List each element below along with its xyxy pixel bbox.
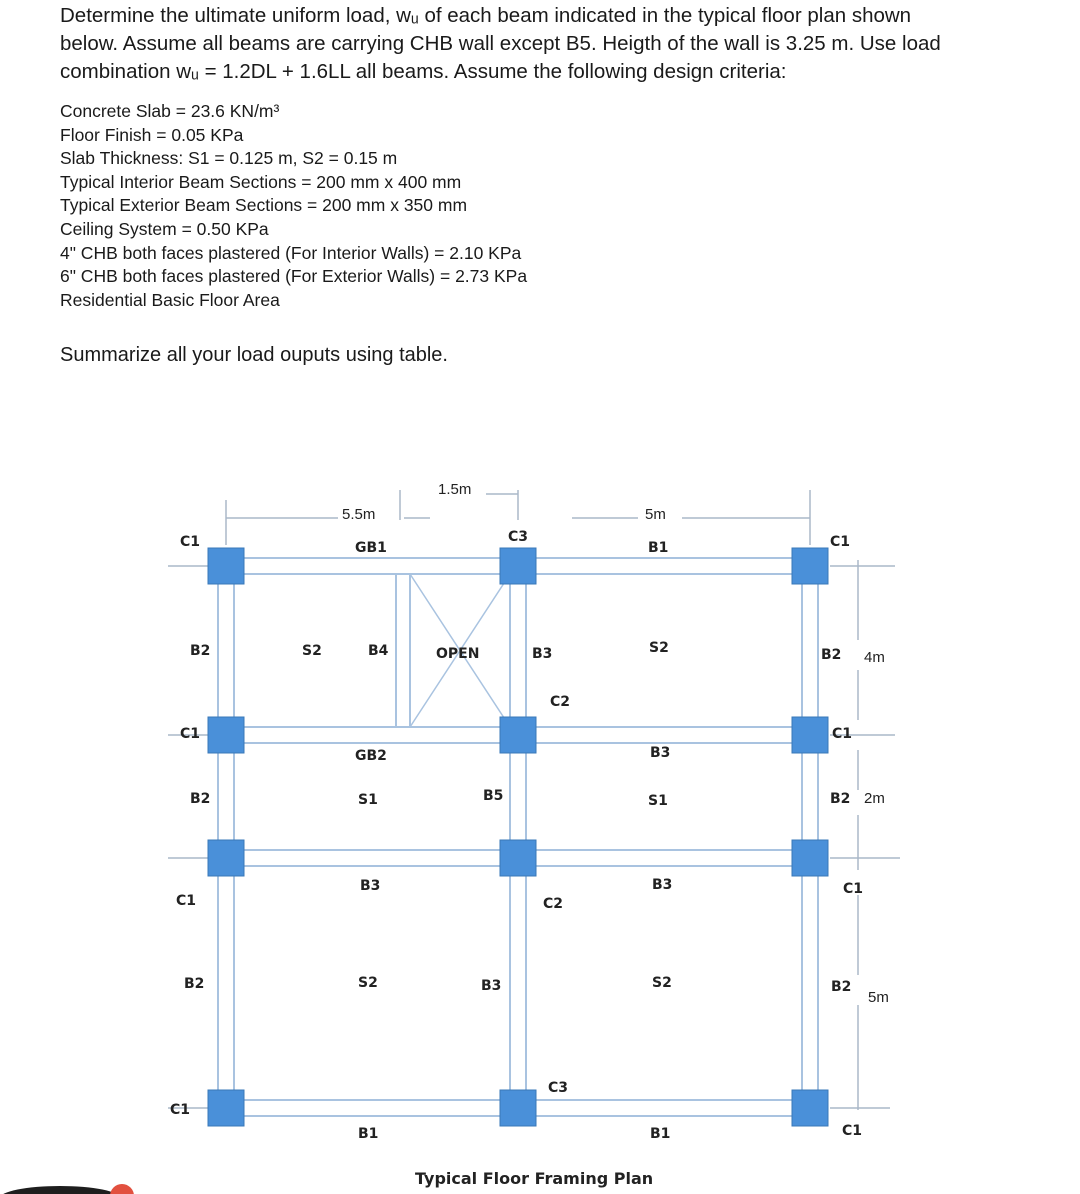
beam-label: B2: [830, 791, 851, 807]
beam-label: GB1: [355, 540, 387, 556]
beam-label: B1: [650, 1126, 671, 1142]
column: [208, 840, 244, 876]
dimension-label: 2m: [864, 790, 885, 807]
dimension-label: 5m: [868, 989, 889, 1006]
slab-label: S2: [302, 643, 322, 659]
column: [792, 840, 828, 876]
column: [208, 717, 244, 753]
dimension-label: 5.5m: [342, 506, 376, 523]
column-label: C1: [842, 1123, 863, 1139]
plan-title: Typical Floor Framing Plan: [415, 1169, 654, 1188]
column-label: C2: [543, 896, 564, 912]
criteria-item: Floor Finish = 0.05 KPa: [60, 124, 244, 145]
column: [500, 1090, 536, 1126]
criteria-item: 6" CHB both faces plastered (For Exterior Walls) = 2.73 KPa: [60, 266, 528, 287]
beam-label: B5: [483, 788, 504, 804]
floor-framing-plan: [0, 440, 1080, 1194]
beam-label: B2: [184, 976, 205, 992]
design-criteria: [60, 100, 760, 312]
dimension-label: 5m: [645, 506, 666, 523]
beam-label: B4: [368, 643, 389, 659]
column: [500, 840, 536, 876]
beam-label: B3: [360, 878, 381, 894]
opening-label: OPEN: [436, 646, 480, 662]
framing-plan-drawing: [0, 440, 1080, 1194]
column-label: C1: [180, 534, 201, 550]
problem-line: below. Assume all beams are carrying CHB wall except B5. Heigth of the wall is 3.25 m. Use load: [60, 32, 941, 55]
column: [500, 548, 536, 584]
beam-label: B2: [831, 979, 852, 995]
criteria-item: Residential Basic Floor Area: [60, 289, 280, 310]
column-label: C3: [548, 1080, 569, 1096]
slab-label: S1: [358, 792, 378, 808]
beam-label: B2: [821, 647, 842, 663]
beam-label: B3: [532, 646, 553, 662]
criteria-item: Typical Exterior Beam Sections = 200 mm x 350 mm: [60, 195, 468, 216]
beam-label: B2: [190, 791, 211, 807]
column: [792, 717, 828, 753]
criteria-item: Slab Thickness: S1 = 0.125 m, S2 = 0.15 m: [60, 148, 398, 169]
criteria-item: Ceiling System = 0.50 KPa: [60, 218, 269, 239]
beam-label: B1: [648, 540, 669, 556]
slab-label: S2: [358, 975, 378, 991]
column-label: C1: [830, 534, 851, 550]
problem-line: combination wᵤ = 1.2DL + 1.6LL all beams. Assume the following design criteria:: [60, 60, 787, 83]
column: [208, 548, 244, 584]
column: [792, 1090, 828, 1126]
column: [208, 1090, 244, 1126]
column-label: C1: [180, 726, 201, 742]
criteria-item: Typical Interior Beam Sections = 200 mm x 400 mm: [60, 171, 462, 192]
column-label: C1: [843, 881, 864, 897]
column-label: C3: [508, 529, 529, 545]
criteria-item: Concrete Slab = 23.6 KN/m³: [60, 101, 280, 121]
problem-line: Determine the ultimate uniform load, wᵤ of each beam indicated in the typical floor plan shown: [60, 4, 912, 27]
column-label: C1: [832, 726, 853, 742]
beam-label: B3: [652, 877, 673, 893]
beam-label: B3: [650, 745, 671, 761]
slab-label: S1: [648, 793, 668, 809]
slab-label: S2: [652, 975, 672, 991]
summary-instruction: Summarize all your load ouputs using table.: [60, 344, 448, 366]
problem-statement: [60, 2, 1020, 86]
column-label: C1: [170, 1102, 191, 1118]
beam-label: B1: [358, 1126, 379, 1142]
column: [500, 717, 536, 753]
criteria-item: 4" CHB both faces plastered (For Interior Walls) = 2.10 KPa: [60, 242, 522, 263]
screen-edge-decoration: [0, 1178, 160, 1194]
column-label: C2: [550, 694, 571, 710]
slab-label: S2: [649, 640, 669, 656]
beam-label: GB2: [355, 748, 387, 764]
dimension-label: 4m: [864, 649, 885, 666]
dimension-label: 1.5m: [438, 481, 472, 498]
beam-label: B3: [481, 978, 502, 994]
column-label: C1: [176, 893, 197, 909]
beam-label: B2: [190, 643, 211, 659]
column: [792, 548, 828, 584]
